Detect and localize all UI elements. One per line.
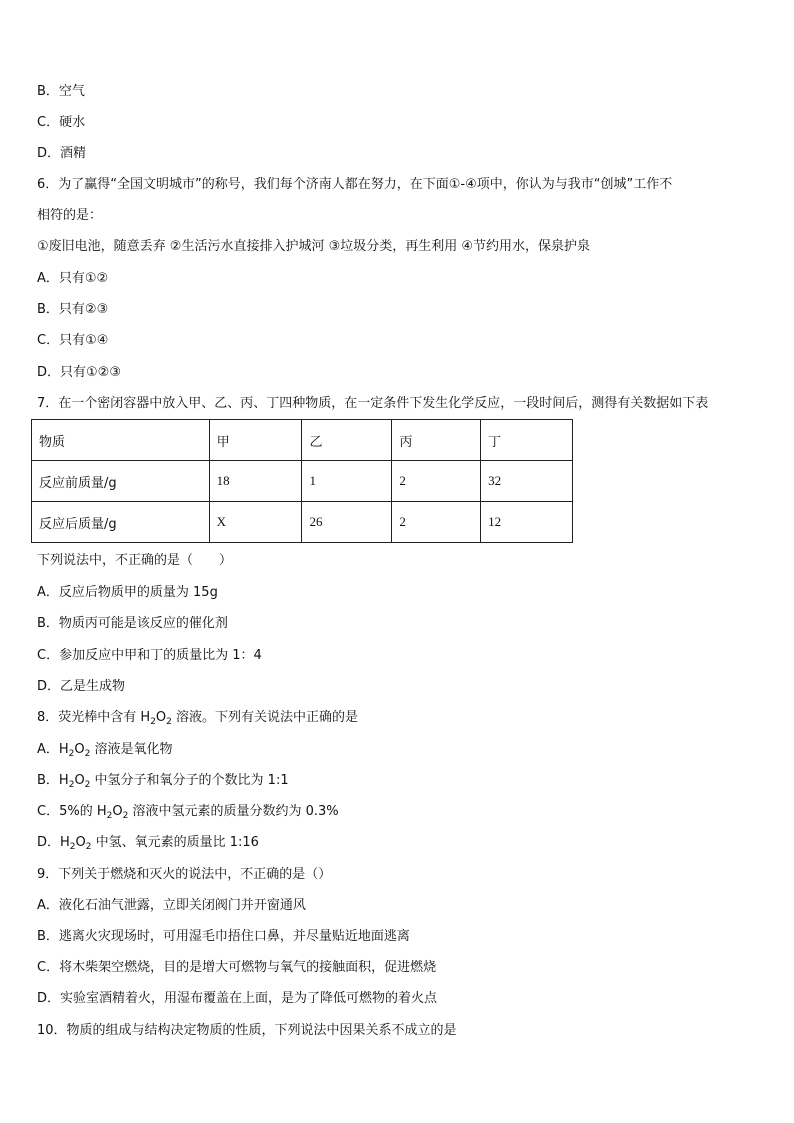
table-cell: 18: [209, 461, 302, 502]
q6-option-c: C．只有①④: [37, 333, 109, 348]
option-text: C．5%的 H: [37, 804, 107, 819]
q6-option-a: A．只有①②: [37, 271, 109, 286]
option-text: O: [74, 773, 85, 788]
q9-option-d: D．实验室酒精着火，用湿布覆盖在上面，是为了降低可燃物的着火点: [37, 991, 438, 1006]
q10-stem: 10．物质的组成与结构决定物质的性质，下列说法中因果关系不成立的是: [37, 1023, 457, 1038]
q8-stem-text: O: [155, 710, 167, 725]
table-header-cell: 丙: [392, 420, 481, 461]
subscript: 2: [84, 749, 91, 759]
q8-stem: [37, 709, 358, 727]
subscript: 2: [106, 811, 113, 821]
subscript: 2: [69, 842, 76, 852]
q8-stem-text: 溶液。下列有关说法中正确的是: [171, 710, 359, 725]
subscript: 2: [84, 780, 91, 790]
q6-stem-line1: 6．为了赢得“全国文明城市”的称号，我们每个济南人都在努力，在下面①-④项中，你认为与我市“创城”工作不: [37, 177, 673, 192]
q7-stem: 7．在一个密闭容器中放入甲、乙、丙、丁四种物质，在一定条件下发生化学反应，一段时间后，测得有关数据如下表: [37, 396, 709, 411]
option-text: B．H: [37, 773, 69, 788]
q5-option-d: D．酒精: [37, 146, 87, 161]
table-cell: 12: [481, 502, 573, 543]
subscript: 2: [85, 842, 92, 852]
q6-stem-line2: 相符的是：: [37, 208, 103, 223]
q8-option-b: [37, 772, 289, 790]
q9-option-b: B．逃离火灾现场时，可用湿毛巾捂住口鼻，并尽量贴近地面逃离: [37, 929, 410, 944]
subscript: 2: [68, 749, 75, 759]
table-row-label: 反应前质量/g: [32, 461, 210, 502]
q9-option-c: C．将木柴架空燃烧，目的是增大可燃物与氧气的接触面积，促进燃烧: [37, 960, 437, 975]
option-text: 溶液是氧化物: [90, 742, 173, 757]
option-text: 中氢、氧元素的质量比 1:16: [91, 835, 259, 850]
q8-option-a: [37, 741, 173, 759]
option-text: O: [74, 742, 85, 757]
q8-stem-text: 8．荧光棒中含有 H: [37, 710, 151, 725]
table-header-cell: 物质: [32, 420, 210, 461]
q5-option-c: C．硬水: [37, 115, 86, 130]
table-row-label: 反应后质量/g: [32, 502, 210, 543]
subscript: 2: [166, 717, 172, 727]
table-cell: 2: [392, 502, 481, 543]
q8-option-c: [37, 803, 339, 821]
table-header-row: [32, 420, 573, 461]
subscript: 2: [150, 717, 156, 727]
option-text: O: [112, 804, 123, 819]
q7-option-a: A．反应后物质甲的质量为 15g: [37, 585, 218, 600]
q5-option-b: B．空气: [37, 84, 85, 99]
q7-option-d: D．乙是生成物: [37, 679, 126, 694]
q7-data-table: [31, 419, 573, 543]
q7-question: 下列说法中，不正确的是（ ）: [37, 553, 233, 568]
q6-option-d: D．只有①②③: [37, 365, 121, 380]
q9-option-a: A．液化石油气泄露，立即关闭阀门并开窗通风: [37, 898, 306, 913]
table-cell: X: [209, 502, 302, 543]
q6-statements: ①废旧电池，随意丢弃 ②生活污水直接排入护城河 ③垃圾分类，再生利用 ④节约用水，保泉护泉: [37, 239, 591, 254]
q6-option-b: B．只有②③: [37, 302, 109, 317]
table-row: [32, 502, 573, 543]
q9-stem: 9．下列关于燃烧和灭火的说法中，不正确的是（）: [37, 867, 332, 882]
table-cell: 32: [481, 461, 573, 502]
q8-option-d: [37, 834, 259, 852]
option-text: D．H: [37, 835, 70, 850]
table-cell: 1: [302, 461, 392, 502]
table-header-cell: 丁: [481, 420, 573, 461]
option-text: A．H: [37, 742, 69, 757]
option-text: O: [75, 835, 86, 850]
q7-option-b: B．物质丙可能是该反应的催化剂: [37, 616, 228, 631]
table-header-cell: 甲: [209, 420, 302, 461]
subscript: 2: [68, 780, 75, 790]
table-row: [32, 461, 573, 502]
table-header-cell: 乙: [302, 420, 392, 461]
option-text: 中氢分子和氧分子的个数比为 1:1: [90, 773, 289, 788]
option-text: 溶液中氢元素的质量分数约为 0.3%: [128, 804, 339, 819]
q7-option-c: C．参加反应中甲和丁的质量比为 1：4: [37, 648, 262, 663]
subscript: 2: [122, 811, 129, 821]
table-cell: 26: [302, 502, 392, 543]
table-cell: 2: [392, 461, 481, 502]
